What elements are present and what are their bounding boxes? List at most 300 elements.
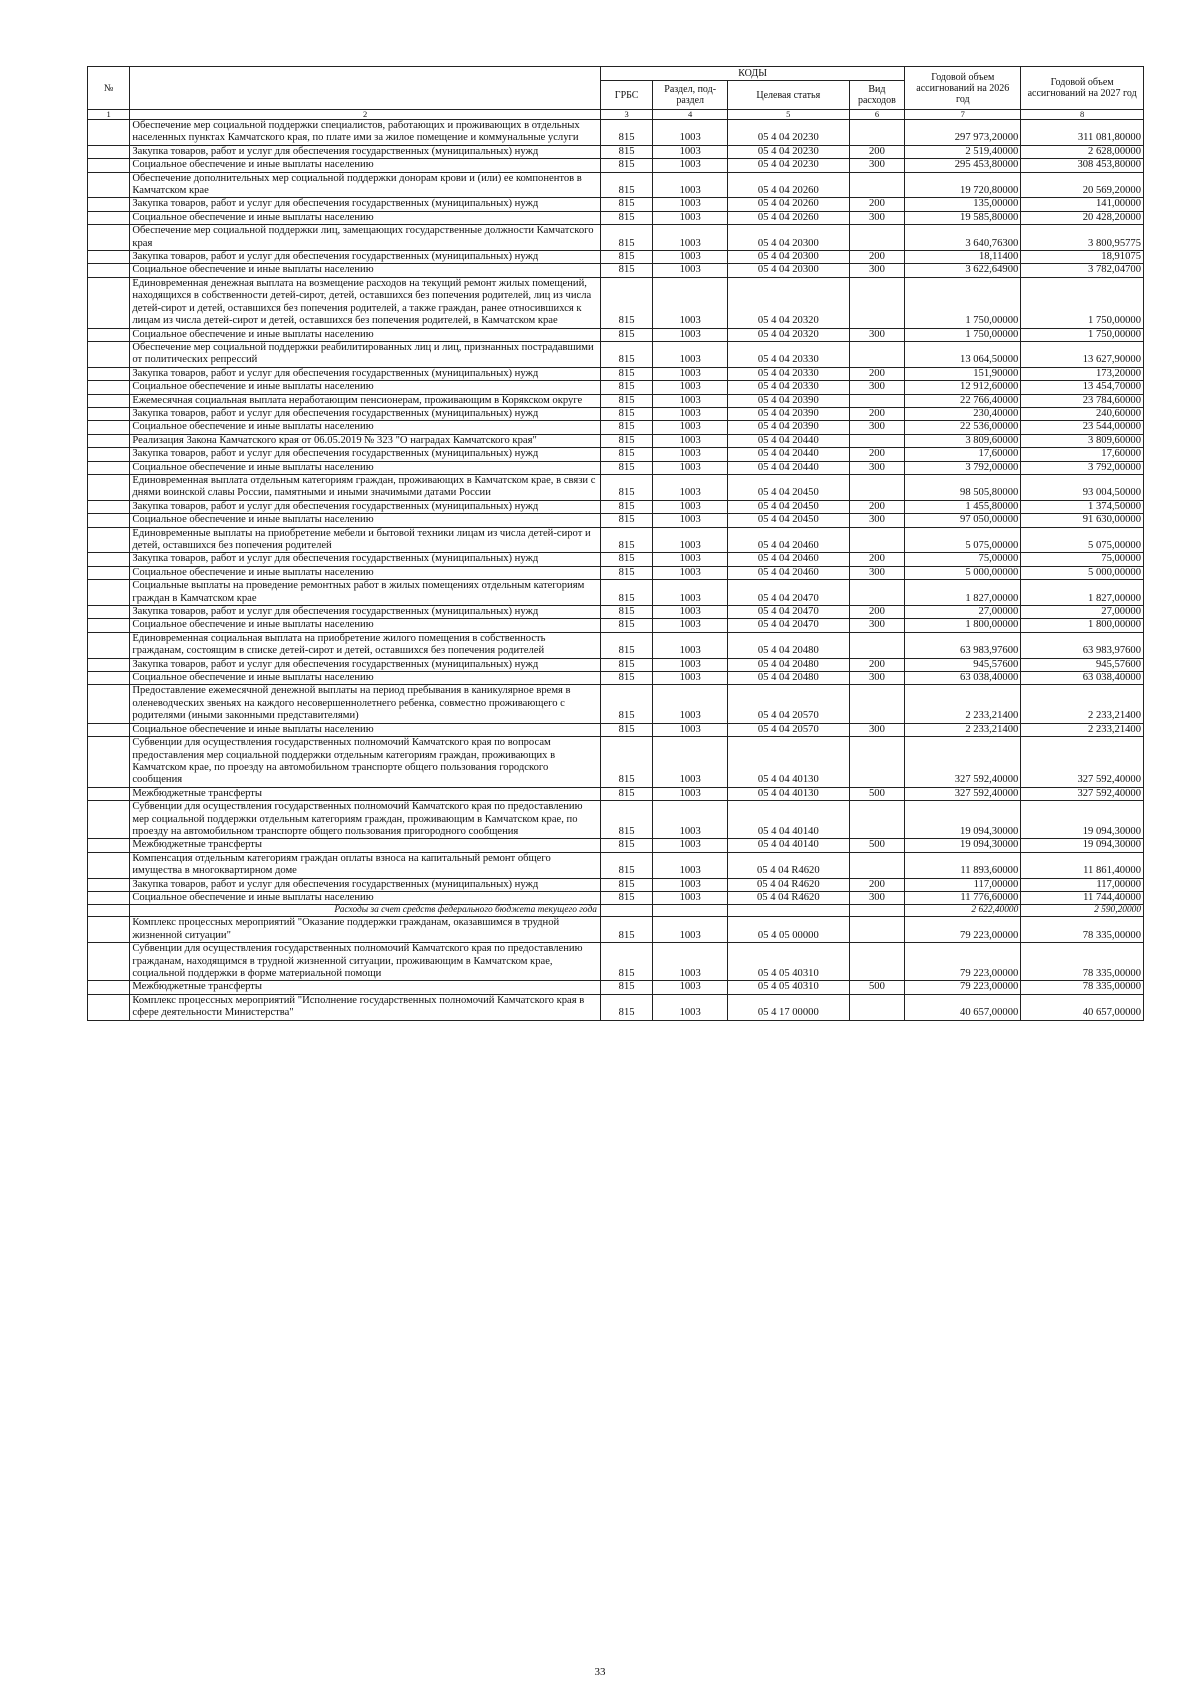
row-kind — [849, 917, 905, 943]
row-volume-2026: 19 585,80000 — [905, 211, 1021, 224]
header-volume-2026: Годовой объем ассигнований на 2026 год — [905, 67, 1021, 110]
row-grbs: 815 — [600, 580, 652, 606]
row-grbs: 815 — [600, 407, 652, 420]
row-kind: 200 — [849, 878, 905, 891]
row-volume-2027: 40 657,00000 — [1021, 994, 1144, 1020]
row-volume-2027: 20 569,20000 — [1021, 172, 1144, 198]
row-name: Закупка товаров, работ и услуг для обеспечения государственных (муниципальных) нужд — [130, 198, 601, 211]
row-name: Обеспечение дополнительных мер социальной поддержки донорам крови и (или) ее компонентов в Камчатском крае — [130, 172, 601, 198]
row-volume-2026: 79 223,00000 — [905, 943, 1021, 981]
table-row — [88, 723, 1144, 736]
row-section: 1003 — [653, 566, 728, 579]
row-section: 1003 — [653, 685, 728, 723]
row-target: 05 4 04 20480 — [728, 658, 850, 671]
table-row — [88, 917, 1144, 943]
row-kind — [849, 527, 905, 553]
row-grbs: 815 — [600, 943, 652, 981]
table-row — [88, 839, 1144, 852]
row-name: Единовременная социальная выплата на приобретение жилого помещения в собственность гражданам, состоящим в списке детей-сирот и детей, оставшихся без попечения родителей — [130, 632, 601, 658]
row-name: Социальное обеспечение и иные выплаты населению — [130, 619, 601, 632]
row-volume-2027: 5 000,00000 — [1021, 566, 1144, 579]
row-name: Субвенции для осуществления государственных полномочий Камчатского края по предоставлению мер социальной поддержки отдельным категориям граждан, проживающим в Камчатском крае, по проезду на автомобильном транспорте общего пользования пригородного сообщения — [130, 801, 601, 839]
row-name: Социальное обеспечение и иные выплаты населению — [130, 891, 601, 904]
row-kind — [849, 341, 905, 367]
row-volume-2026: 11 893,60000 — [905, 852, 1021, 878]
row-target: 05 4 04 40140 — [728, 839, 850, 852]
table-row — [88, 672, 1144, 685]
row-section: 1003 — [653, 737, 728, 788]
row-section: 1003 — [653, 434, 728, 447]
row-name: Обеспечение мер социальной поддержки специалистов, работающих и проживающих в отдельных населенных пунктах Камчатского края, по плате ими за жилое помещение и коммунальные услуги — [130, 120, 601, 146]
row-num — [88, 251, 130, 264]
row-num — [88, 994, 130, 1020]
row-num — [88, 787, 130, 800]
row-volume-2026: 19 720,80000 — [905, 172, 1021, 198]
row-name: Межбюджетные трансферты — [130, 981, 601, 994]
row-num — [88, 801, 130, 839]
row-num — [88, 394, 130, 407]
row-num — [88, 566, 130, 579]
row-volume-2027: 3 800,95775 — [1021, 225, 1144, 251]
table-row — [88, 120, 1144, 146]
header-codes: КОДЫ — [600, 67, 904, 81]
row-grbs: 815 — [600, 172, 652, 198]
row-target: 05 4 04 20330 — [728, 341, 850, 367]
row-grbs — [600, 905, 652, 917]
row-volume-2026: 19 094,30000 — [905, 839, 1021, 852]
row-num — [88, 658, 130, 671]
row-grbs: 815 — [600, 917, 652, 943]
row-target: 05 4 05 40310 — [728, 981, 850, 994]
table-row — [88, 407, 1144, 420]
row-kind — [849, 225, 905, 251]
table-row — [88, 685, 1144, 723]
row-grbs: 815 — [600, 632, 652, 658]
row-num — [88, 328, 130, 341]
row-volume-2027: 19 094,30000 — [1021, 839, 1144, 852]
row-kind — [849, 801, 905, 839]
row-section: 1003 — [653, 553, 728, 566]
row-volume-2027: 91 630,00000 — [1021, 514, 1144, 527]
row-section: 1003 — [653, 159, 728, 172]
table-note-row — [88, 905, 1144, 917]
row-volume-2027: 311 081,80000 — [1021, 120, 1144, 146]
row-target: 05 4 04 20460 — [728, 566, 850, 579]
row-target: 05 4 17 00000 — [728, 994, 850, 1020]
row-volume-2027: 2 233,21400 — [1021, 723, 1144, 736]
table-row — [88, 566, 1144, 579]
row-num — [88, 606, 130, 619]
row-volume-2027: 1 374,50000 — [1021, 500, 1144, 513]
row-num — [88, 211, 130, 224]
row-target: 05 4 04 20450 — [728, 500, 850, 513]
row-volume-2026: 2 233,21400 — [905, 723, 1021, 736]
col-num-4: 4 — [653, 110, 728, 120]
row-kind: 300 — [849, 421, 905, 434]
row-name: Закупка товаров, работ и услуг для обеспечения государственных (муниципальных) нужд — [130, 367, 601, 380]
row-num — [88, 672, 130, 685]
row-section: 1003 — [653, 381, 728, 394]
row-grbs: 815 — [600, 658, 652, 671]
row-volume-2027: 5 075,00000 — [1021, 527, 1144, 553]
row-target: 05 4 04 20470 — [728, 580, 850, 606]
row-num — [88, 120, 130, 146]
row-kind: 300 — [849, 891, 905, 904]
row-section: 1003 — [653, 198, 728, 211]
row-kind — [849, 685, 905, 723]
row-volume-2027: 117,00000 — [1021, 878, 1144, 891]
table-row — [88, 172, 1144, 198]
row-target: 05 4 04 20440 — [728, 434, 850, 447]
row-kind — [849, 852, 905, 878]
row-name: Социальное обеспечение и иные выплаты населению — [130, 211, 601, 224]
row-grbs: 815 — [600, 801, 652, 839]
row-volume-2026: 230,40000 — [905, 407, 1021, 420]
row-section: 1003 — [653, 172, 728, 198]
table-row — [88, 658, 1144, 671]
row-target: 05 4 04 20460 — [728, 527, 850, 553]
table-header — [88, 67, 1144, 120]
row-grbs: 815 — [600, 878, 652, 891]
row-kind: 200 — [849, 251, 905, 264]
row-volume-2026: 63 983,97600 — [905, 632, 1021, 658]
row-kind: 300 — [849, 381, 905, 394]
row-section — [653, 905, 728, 917]
row-num — [88, 198, 130, 211]
row-volume-2027: 945,57600 — [1021, 658, 1144, 671]
row-volume-2026: 79 223,00000 — [905, 981, 1021, 994]
row-num — [88, 434, 130, 447]
budget-table — [87, 66, 1144, 1021]
row-volume-2027: 75,00000 — [1021, 553, 1144, 566]
row-name: Обеспечение мер социальной поддержки лиц, замещающих государственные должности Камчатского края — [130, 225, 601, 251]
row-volume-2027: 173,20000 — [1021, 367, 1144, 380]
row-volume-2027: 1 800,00000 — [1021, 619, 1144, 632]
table-row — [88, 801, 1144, 839]
row-num — [88, 891, 130, 904]
row-num — [88, 981, 130, 994]
row-section: 1003 — [653, 448, 728, 461]
row-grbs: 815 — [600, 381, 652, 394]
row-section: 1003 — [653, 672, 728, 685]
table-row — [88, 994, 1144, 1020]
row-section: 1003 — [653, 328, 728, 341]
row-volume-2026: 22 766,40000 — [905, 394, 1021, 407]
row-section: 1003 — [653, 527, 728, 553]
row-num — [88, 878, 130, 891]
row-kind: 200 — [849, 606, 905, 619]
row-section: 1003 — [653, 878, 728, 891]
row-section: 1003 — [653, 367, 728, 380]
row-volume-2026: 12 912,60000 — [905, 381, 1021, 394]
row-volume-2027: 141,00000 — [1021, 198, 1144, 211]
row-name: Ежемесячная социальная выплата неработающим пенсионерам, проживающим в Корякском округе — [130, 394, 601, 407]
row-section: 1003 — [653, 407, 728, 420]
row-volume-2026: 2 519,40000 — [905, 145, 1021, 158]
row-target: 05 4 04 20450 — [728, 514, 850, 527]
col-num-2: 2 — [130, 110, 601, 120]
row-grbs: 815 — [600, 367, 652, 380]
row-num — [88, 381, 130, 394]
row-name: Социальное обеспечение и иные выплаты населению — [130, 421, 601, 434]
row-grbs: 815 — [600, 264, 652, 277]
row-grbs: 815 — [600, 787, 652, 800]
row-volume-2026: 63 038,40000 — [905, 672, 1021, 685]
row-volume-2026: 327 592,40000 — [905, 737, 1021, 788]
table-row — [88, 264, 1144, 277]
row-name: Социальное обеспечение и иные выплаты населению — [130, 461, 601, 474]
row-grbs: 815 — [600, 328, 652, 341]
table-row — [88, 198, 1144, 211]
row-volume-2026: 1 750,00000 — [905, 328, 1021, 341]
row-grbs: 815 — [600, 723, 652, 736]
row-volume-2026: 1 800,00000 — [905, 619, 1021, 632]
table-row — [88, 527, 1144, 553]
row-num — [88, 159, 130, 172]
row-kind — [849, 394, 905, 407]
table-row — [88, 852, 1144, 878]
table-row — [88, 500, 1144, 513]
row-name: Социальное обеспечение и иные выплаты населению — [130, 566, 601, 579]
row-kind: 500 — [849, 787, 905, 800]
row-section: 1003 — [653, 514, 728, 527]
row-target: 05 4 04 20300 — [728, 225, 850, 251]
row-name: Закупка товаров, работ и услуг для обеспечения государственных (муниципальных) нужд — [130, 407, 601, 420]
row-target: 05 4 04 20300 — [728, 264, 850, 277]
row-grbs: 815 — [600, 981, 652, 994]
row-volume-2027: 27,00000 — [1021, 606, 1144, 619]
row-volume-2027: 1 750,00000 — [1021, 277, 1144, 328]
row-num — [88, 905, 130, 917]
row-volume-2027: 11 744,40000 — [1021, 891, 1144, 904]
table-row — [88, 943, 1144, 981]
row-name: Реализация Закона Камчатского края от 06.05.2019 № 323 "О наградах Камчатского края" — [130, 434, 601, 447]
row-name: Социальное обеспечение и иные выплаты населению — [130, 159, 601, 172]
table-row — [88, 891, 1144, 904]
table-row — [88, 434, 1144, 447]
row-num — [88, 225, 130, 251]
row-grbs: 815 — [600, 839, 652, 852]
row-target: 05 4 04 20330 — [728, 381, 850, 394]
row-volume-2027: 240,60000 — [1021, 407, 1144, 420]
row-grbs: 815 — [600, 514, 652, 527]
row-grbs: 815 — [600, 434, 652, 447]
row-target: 05 4 04 20570 — [728, 685, 850, 723]
row-num — [88, 500, 130, 513]
row-kind: 300 — [849, 264, 905, 277]
row-section: 1003 — [653, 917, 728, 943]
row-volume-2027: 63 038,40000 — [1021, 672, 1144, 685]
row-grbs: 815 — [600, 145, 652, 158]
row-num — [88, 943, 130, 981]
row-name: Обеспечение мер социальной поддержки реабилитированных лиц и лиц, признанных пострадавшими от политических репрессий — [130, 341, 601, 367]
page-number: 33 — [594, 1666, 606, 1678]
row-target: 05 4 04 20230 — [728, 120, 850, 146]
row-volume-2026: 27,00000 — [905, 606, 1021, 619]
col-num-6: 6 — [849, 110, 905, 120]
row-section: 1003 — [653, 421, 728, 434]
row-num — [88, 421, 130, 434]
row-name: Единовременные выплаты на приобретение мебели и бытовой техники лицам из числа детей-сирот и детей, оставшихся без попечения родителей — [130, 527, 601, 553]
row-name: Комплекс процессных мероприятий "Оказание поддержки гражданам, оказавшимся в трудной жизненной ситуации" — [130, 917, 601, 943]
row-section: 1003 — [653, 461, 728, 474]
table-row — [88, 341, 1144, 367]
table-row — [88, 211, 1144, 224]
row-grbs: 815 — [600, 553, 652, 566]
row-grbs: 815 — [600, 225, 652, 251]
row-section: 1003 — [653, 474, 728, 500]
row-volume-2026: 3 622,64900 — [905, 264, 1021, 277]
row-num — [88, 448, 130, 461]
table-row — [88, 787, 1144, 800]
row-name: Расходы за счет средств федерального бюджета текущего года — [130, 905, 601, 917]
row-section: 1003 — [653, 801, 728, 839]
row-num — [88, 264, 130, 277]
row-volume-2027: 23 544,00000 — [1021, 421, 1144, 434]
row-kind: 300 — [849, 159, 905, 172]
row-volume-2026: 1 750,00000 — [905, 277, 1021, 328]
row-volume-2026: 135,00000 — [905, 198, 1021, 211]
row-name: Социальное обеспечение и иные выплаты населению — [130, 672, 601, 685]
row-volume-2027: 1 750,00000 — [1021, 328, 1144, 341]
row-volume-2026: 3 640,76300 — [905, 225, 1021, 251]
row-kind — [849, 434, 905, 447]
row-grbs: 815 — [600, 251, 652, 264]
row-volume-2026: 18,11400 — [905, 251, 1021, 264]
row-kind: 200 — [849, 407, 905, 420]
row-section: 1003 — [653, 606, 728, 619]
row-num — [88, 407, 130, 420]
table-row — [88, 367, 1144, 380]
row-volume-2026: 295 453,80000 — [905, 159, 1021, 172]
row-kind: 200 — [849, 448, 905, 461]
row-kind: 300 — [849, 514, 905, 527]
row-target: 05 4 04 20480 — [728, 672, 850, 685]
row-section: 1003 — [653, 394, 728, 407]
row-target: 05 4 04 20440 — [728, 448, 850, 461]
header-grbs: ГРБС — [600, 81, 652, 110]
header-target: Целевая статья — [728, 81, 850, 110]
row-num — [88, 514, 130, 527]
row-name: Закупка товаров, работ и услуг для обеспечения государственных (муниципальных) нужд — [130, 606, 601, 619]
row-kind: 200 — [849, 145, 905, 158]
table-row — [88, 580, 1144, 606]
table-row — [88, 461, 1144, 474]
row-volume-2026: 1 827,00000 — [905, 580, 1021, 606]
row-target: 05 4 04 20230 — [728, 159, 850, 172]
table-body — [88, 120, 1144, 1021]
table-row — [88, 394, 1144, 407]
row-name: Социальное обеспечение и иные выплаты населению — [130, 723, 601, 736]
row-section: 1003 — [653, 277, 728, 328]
row-volume-2026: 2 622,40000 — [905, 905, 1021, 917]
row-volume-2027: 78 335,00000 — [1021, 917, 1144, 943]
row-grbs: 815 — [600, 619, 652, 632]
row-name: Закупка товаров, работ и услуг для обеспечения государственных (муниципальных) нужд — [130, 448, 601, 461]
row-num — [88, 461, 130, 474]
row-kind — [849, 277, 905, 328]
table-row — [88, 619, 1144, 632]
row-volume-2027: 327 592,40000 — [1021, 737, 1144, 788]
col-num-1: 1 — [88, 110, 130, 120]
row-volume-2027: 78 335,00000 — [1021, 981, 1144, 994]
row-volume-2027: 20 428,20000 — [1021, 211, 1144, 224]
row-kind: 200 — [849, 553, 905, 566]
row-target: 05 4 04 40130 — [728, 737, 850, 788]
row-name: Предоставление ежемесячной денежной выплаты на период пребывания в каникулярное время в оленеводческих звеньях на каждого несовершеннолетнего ребенка, совместно проживающего с родителями (иными законными представителями) — [130, 685, 601, 723]
row-name: Межбюджетные трансферты — [130, 787, 601, 800]
table-row — [88, 737, 1144, 788]
row-grbs: 815 — [600, 891, 652, 904]
row-name: Закупка товаров, работ и услуг для обеспечения государственных (муниципальных) нужд — [130, 658, 601, 671]
row-volume-2027: 327 592,40000 — [1021, 787, 1144, 800]
row-grbs: 815 — [600, 737, 652, 788]
row-target: 05 4 04 20320 — [728, 328, 850, 341]
row-volume-2026: 79 223,00000 — [905, 917, 1021, 943]
row-target: 05 4 04 R4620 — [728, 891, 850, 904]
row-volume-2026: 17,60000 — [905, 448, 1021, 461]
row-name: Социальное обеспечение и иные выплаты населению — [130, 514, 601, 527]
table-row — [88, 606, 1144, 619]
row-grbs: 815 — [600, 159, 652, 172]
row-num — [88, 685, 130, 723]
table-row — [88, 421, 1144, 434]
row-volume-2026: 11 776,60000 — [905, 891, 1021, 904]
row-volume-2027: 19 094,30000 — [1021, 801, 1144, 839]
row-kind — [849, 474, 905, 500]
row-volume-2027: 11 861,40000 — [1021, 852, 1144, 878]
table-row — [88, 878, 1144, 891]
row-kind — [849, 120, 905, 146]
row-grbs: 815 — [600, 394, 652, 407]
row-grbs: 815 — [600, 994, 652, 1020]
row-volume-2026: 117,00000 — [905, 878, 1021, 891]
row-name: Межбюджетные трансферты — [130, 839, 601, 852]
row-kind: 300 — [849, 211, 905, 224]
row-num — [88, 553, 130, 566]
row-volume-2026: 19 094,30000 — [905, 801, 1021, 839]
row-section: 1003 — [653, 981, 728, 994]
row-volume-2026: 3 809,60000 — [905, 434, 1021, 447]
row-volume-2027: 308 453,80000 — [1021, 159, 1144, 172]
row-section: 1003 — [653, 891, 728, 904]
table-row — [88, 981, 1144, 994]
row-num — [88, 737, 130, 788]
row-volume-2026: 40 657,00000 — [905, 994, 1021, 1020]
row-num — [88, 277, 130, 328]
row-section: 1003 — [653, 120, 728, 146]
row-section: 1003 — [653, 994, 728, 1020]
row-grbs: 815 — [600, 341, 652, 367]
row-section: 1003 — [653, 580, 728, 606]
header-section: Раздел, под-раздел — [653, 81, 728, 110]
row-target: 05 4 04 20300 — [728, 251, 850, 264]
row-volume-2026: 22 536,00000 — [905, 421, 1021, 434]
row-num — [88, 367, 130, 380]
row-volume-2027: 2 233,21400 — [1021, 685, 1144, 723]
row-volume-2027: 78 335,00000 — [1021, 943, 1144, 981]
row-name: Социальное обеспечение и иные выплаты населению — [130, 328, 601, 341]
row-kind — [849, 632, 905, 658]
row-target: 05 4 04 20570 — [728, 723, 850, 736]
row-section: 1003 — [653, 632, 728, 658]
row-name: Закупка товаров, работ и услуг для обеспечения государственных (муниципальных) нужд — [130, 145, 601, 158]
row-num — [88, 619, 130, 632]
row-volume-2027: 1 827,00000 — [1021, 580, 1144, 606]
table-row — [88, 448, 1144, 461]
row-volume-2026: 5 075,00000 — [905, 527, 1021, 553]
row-name: Компенсация отдельным категориям граждан оплаты взноса на капитальный ремонт общего имущества в многоквартирном доме — [130, 852, 601, 878]
